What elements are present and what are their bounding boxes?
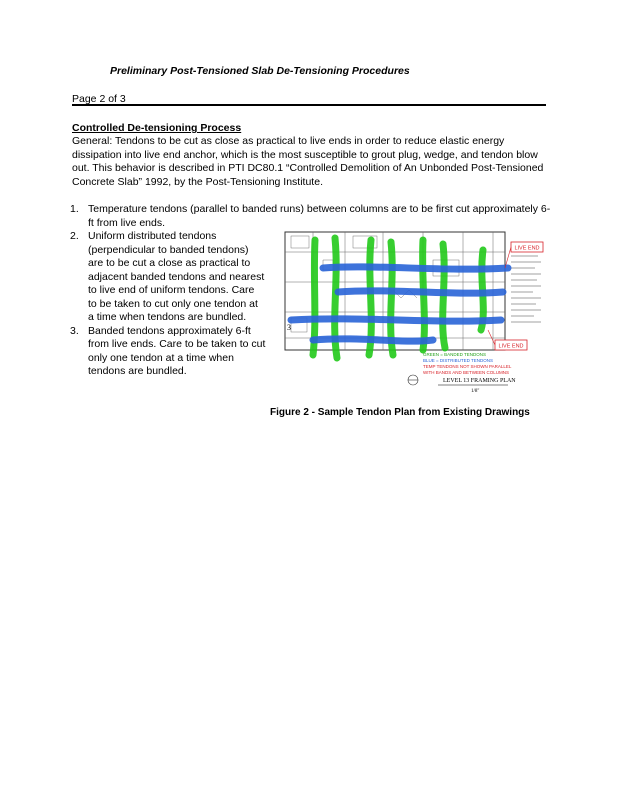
grid-label: 3 [287,323,291,332]
tendon-plan-figure [283,230,545,400]
plan-title: LEVEL 13 FRAMING PLAN [443,378,516,384]
intro-paragraph: General: Tendons to be cut as close as practical to live ends in order to reduce elastic energy dissipation into live end anchor, which is the most susceptible to grout plug, wedge, and tendon blow out. This behavior is described in PTI DC80.1 “Controlled Demolition of An Unbonded Post-Tensioned Concrete Slab” 1992, by the Post-Tensioning Institute. [72,135,544,188]
step-2-line-4: adjacent banded tendons and nearest [88,270,265,283]
legend-blue: BLUE = DISTRIBUTED TENDONS [423,358,494,363]
live-end-bottom-label: LIVE END [498,343,524,350]
step-1-line-2: ft from live ends. [88,216,166,229]
document-title: Preliminary Post-Tensioned Slab De-Tensioning Procedures [110,65,410,77]
step-2-line-3: are to be cut a close as practical to [88,257,251,269]
step-3-number: 3. [70,324,79,337]
live-end-top-label: LIVE END [514,245,540,252]
step-2-line-5: to live end of uniform tendons. Care [88,284,255,296]
legend-note-2: WITH BANDS AND BETWEEN COLUMNS [423,370,510,375]
step-3-line-2: from live ends. Care to be taken to cut [88,338,266,350]
header-divider [72,104,546,106]
step-2-line-2: (perpendicular to banded tendons) [88,243,249,256]
step-2-line-6: to be taken to cut only one tendon at [88,297,258,310]
step-3-line-1: Banded tendons approximately 6-ft [88,324,251,337]
step-2-number: 2. [70,230,79,242]
legend-green: GREEN = BANDED TENDONS [423,352,487,357]
legend-note-1: TEMP TENDONS NOT SHOWN PARALLEL [423,364,512,369]
page-number: Page 2 of 3 [72,93,126,105]
step-2-line-7: a time when tendons are bundled. [88,311,247,323]
step-1-number: 1. [70,203,79,215]
section-heading: Controlled De-tensioning Process [72,122,242,134]
step-3-line-4: tendons are bundled. [88,365,187,377]
plan-scale: 1/8" [471,389,480,394]
figure-caption: Figure 2 - Sample Tendon Plan from Existing Drawings [270,407,530,418]
step-3-line-3: only one tendon at a time when [88,351,234,364]
step-2-line-1: Uniform distributed tendons [88,230,217,242]
step-1-line-1: Temperature tendons (parallel to banded runs) between columns are to be first cut approximately 6- [88,203,551,215]
